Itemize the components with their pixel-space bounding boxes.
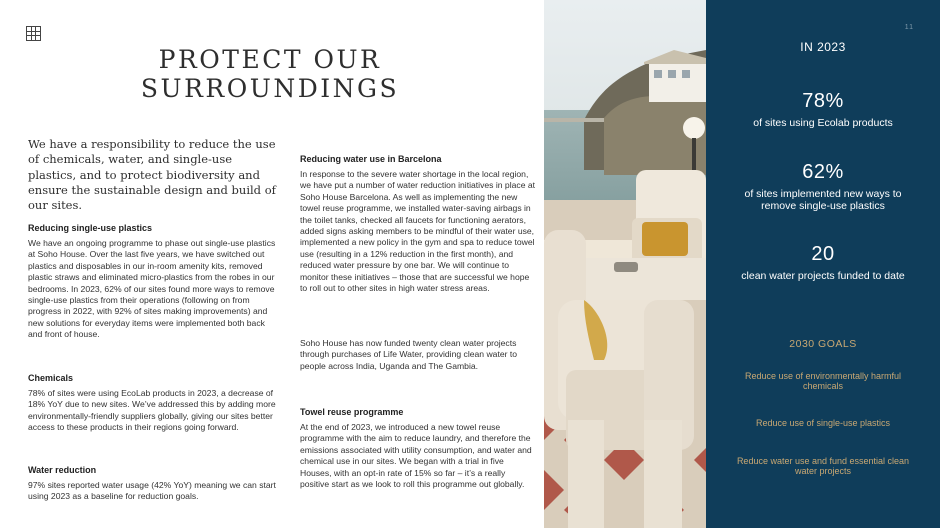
terrace-photo (544, 0, 706, 528)
page-title (130, 45, 410, 103)
stat-value: 20 (811, 243, 835, 265)
goal-item: Reduce water use and fund essential clean water projects (736, 456, 910, 476)
section-barcelona (300, 153, 536, 294)
section-body: We have an ongoing programme to phase out single-use plastics at Soho House. Over the last five years, we have switched out plastics and disposables in our in-room amenity kits, removed plastic straws and eliminated micro-plastics from the robes in our bedrooms. In 2023, 62% of our sites found more ways to remove single-use plastics from their operations (following on from progress in 2022, with 92% of sites making improvements) and new solutions for everyday items were implemented both back and front of house. (28, 238, 276, 340)
section-chemicals (28, 372, 278, 434)
section-towel-reuse (300, 406, 536, 490)
section-body: Soho House has now funded twenty clean water projects through purchases of Life Water, providing clean water to people across India, Uganda and The Gambia. (300, 338, 518, 371)
page-title-line-1: PROTECT OUR (158, 45, 382, 74)
page-number: 11 (904, 24, 914, 31)
section-body: In response to the severe water shortage in the local region, we have put a number of water reduction initiatives in place at Soho House Barcelona. As well as implementing the new towel reuse programme, we installed water-saving airbags in the toilet tanks, checked all faucets for functioning aerators, added signs asking members to be mindful of their water use, implemented a new policy in the gym and spa to reduce towel use (resulting in a 12% reduction in the first month), and reduced water pressure by one bar. We will continue to monitor these initiatives – those that are successful we hope to roll out to other sites in high water stress areas. (300, 169, 536, 294)
section-water-reduction (28, 464, 278, 503)
section-heading: Reducing single-use plastics (28, 223, 153, 233)
stats-panel (706, 0, 940, 528)
section-life-water (300, 338, 536, 372)
stat-label: of sites implemented new ways to remove single-use plastics (744, 188, 902, 212)
stat-value: 62% (802, 161, 844, 183)
section-heading: Chemicals (28, 373, 74, 383)
goals-heading: 2030 GOALS (789, 338, 857, 350)
section-heading: Towel reuse programme (300, 407, 404, 417)
grid-menu-icon[interactable] (26, 26, 41, 41)
section-heading: Water reduction (28, 465, 97, 475)
goal-item: Reduce use of environmentally harmful chemicals (744, 371, 902, 391)
section-single-use-plastics (28, 222, 278, 341)
terrace-photo-illustration (544, 0, 706, 528)
page-title-line-2: SURROUNDINGS (140, 74, 400, 103)
section-body: At the end of 2023, we introduced a new towel reuse programme with the aim to reduce laundry, and therefore the emissions associated with utility consumption, and water and chemical use in our sites. We began with a trial in five Houses, with an opt-in rate of 15% so far – it’s a really positive start as we look to roll this programme out globally. (300, 422, 532, 490)
intro-paragraph: We have a responsibility to reduce the use of chemicals, water, and single-use plastics, and to protect biodiversity and ensure the sustainable design and build of our sites. (28, 137, 276, 213)
goal-item: Reduce use of single-use plastics (755, 418, 891, 428)
year-label: IN 2023 (800, 40, 846, 54)
stat-label: of sites using Ecolab products (753, 117, 893, 129)
stat-value: 78% (802, 90, 844, 112)
section-body: 97% sites reported water usage (42% YoY) meaning we can start using 2023 as a baseline for reduction goals. (28, 480, 276, 502)
section-heading: Reducing water use in Barcelona (300, 154, 442, 164)
section-body: 78% of sites were using EcoLab products in 2023, a decrease of 18% YoY due to new sites. We’ve addressed this by adding more environmentally-friendly suppliers globally, giving our sites better access to these products in their regions going forward. (28, 388, 276, 433)
stat-label: clean water projects funded to date (741, 270, 905, 282)
